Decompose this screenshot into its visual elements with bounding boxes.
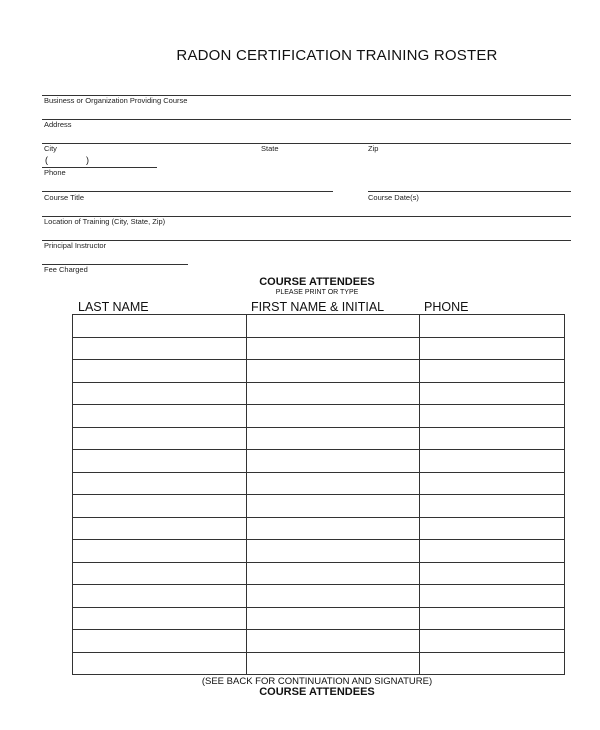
last-name-cell[interactable] xyxy=(73,427,247,450)
phone-cell[interactable] xyxy=(420,652,565,675)
attendee-row xyxy=(73,472,565,495)
phone-cell[interactable] xyxy=(420,472,565,495)
phone-cell[interactable] xyxy=(420,315,565,338)
address-line[interactable] xyxy=(42,119,571,120)
first-name-cell[interactable] xyxy=(247,315,420,338)
course-dates-line[interactable] xyxy=(368,191,571,192)
last-name-cell[interactable] xyxy=(73,562,247,585)
last-name-cell[interactable] xyxy=(73,405,247,428)
phone-cell[interactable] xyxy=(420,495,565,518)
last-name-cell[interactable] xyxy=(73,495,247,518)
address-label: Address xyxy=(44,120,72,129)
phone-cell[interactable] xyxy=(420,630,565,653)
attendee-row xyxy=(73,450,565,473)
attendee-row xyxy=(73,382,565,405)
last-name-cell[interactable] xyxy=(73,607,247,630)
footer-heading: COURSE ATTENDEES xyxy=(259,686,375,698)
last-name-cell[interactable] xyxy=(73,315,247,338)
form-title: RADON CERTIFICATION TRAINING ROSTER xyxy=(176,47,498,64)
phone-cell[interactable] xyxy=(420,562,565,585)
fee-label: Fee Charged xyxy=(44,265,88,274)
col-phone: PHONE xyxy=(424,300,469,314)
last-name-cell[interactable] xyxy=(73,517,247,540)
attendee-row xyxy=(73,652,565,675)
phone-cell[interactable] xyxy=(420,337,565,360)
phone-cell[interactable] xyxy=(420,450,565,473)
phone-cell[interactable] xyxy=(420,382,565,405)
attendee-row xyxy=(73,360,565,383)
first-name-cell[interactable] xyxy=(247,405,420,428)
first-name-cell[interactable] xyxy=(247,450,420,473)
first-name-cell[interactable] xyxy=(247,585,420,608)
attendee-row xyxy=(73,607,565,630)
instructor-label: Principal Instructor xyxy=(44,241,107,250)
state-label: State xyxy=(261,144,279,153)
city-label: City xyxy=(44,144,57,153)
phone-cell[interactable] xyxy=(420,427,565,450)
last-name-cell[interactable] xyxy=(73,585,247,608)
last-name-cell[interactable] xyxy=(73,630,247,653)
attendee-row xyxy=(73,585,565,608)
phone-cell[interactable] xyxy=(420,360,565,383)
course-title-line[interactable] xyxy=(42,191,333,192)
zip-label: Zip xyxy=(368,144,379,153)
last-name-cell[interactable] xyxy=(73,337,247,360)
attendee-row xyxy=(73,562,565,585)
instructor-line[interactable] xyxy=(42,240,571,241)
first-name-cell[interactable] xyxy=(247,540,420,563)
phone-cell[interactable] xyxy=(420,517,565,540)
location-label: Location of Training (City, State, Zip) xyxy=(44,217,166,226)
last-name-cell[interactable] xyxy=(73,450,247,473)
last-name-cell[interactable] xyxy=(73,540,247,563)
attendee-row xyxy=(73,337,565,360)
first-name-cell[interactable] xyxy=(247,495,420,518)
continuation-note: (SEE BACK FOR CONTINUATION AND SIGNATURE) xyxy=(201,676,433,687)
first-name-cell[interactable] xyxy=(247,517,420,540)
phone-cell[interactable] xyxy=(420,607,565,630)
attendees-subheading: PLEASE PRINT OR TYPE xyxy=(275,289,359,296)
attendee-row xyxy=(73,540,565,563)
first-name-cell[interactable] xyxy=(247,630,420,653)
attendee-row xyxy=(73,427,565,450)
attendee-row xyxy=(73,495,565,518)
course-dates-label: Course Date(s) xyxy=(368,193,419,202)
first-name-cell[interactable] xyxy=(247,607,420,630)
last-name-cell[interactable] xyxy=(73,652,247,675)
col-last-name: LAST NAME xyxy=(78,300,149,314)
first-name-cell[interactable] xyxy=(247,652,420,675)
attendee-row xyxy=(73,517,565,540)
last-name-cell[interactable] xyxy=(73,472,247,495)
city-state-zip-line[interactable] xyxy=(42,143,571,144)
last-name-cell[interactable] xyxy=(73,382,247,405)
attendees-heading: COURSE ATTENDEES xyxy=(259,276,375,288)
first-name-cell[interactable] xyxy=(247,360,420,383)
col-first-name: FIRST NAME & INITIAL xyxy=(251,300,385,314)
phone-cell[interactable] xyxy=(420,585,565,608)
first-name-cell[interactable] xyxy=(247,562,420,585)
attendee-table-body xyxy=(73,315,565,675)
phone-cell[interactable] xyxy=(420,405,565,428)
first-name-cell[interactable] xyxy=(247,427,420,450)
phone-area-open: ( xyxy=(45,155,48,165)
phone-cell[interactable] xyxy=(420,540,565,563)
phone-label: Phone xyxy=(44,168,66,177)
phone-area-close: ) xyxy=(86,155,89,165)
course-title-label: Course Title xyxy=(44,193,85,202)
last-name-cell[interactable] xyxy=(73,360,247,383)
first-name-cell[interactable] xyxy=(247,472,420,495)
first-name-cell[interactable] xyxy=(247,382,420,405)
attendee-row xyxy=(73,315,565,338)
attendee-row xyxy=(73,630,565,653)
attendee-row xyxy=(73,405,565,428)
first-name-cell[interactable] xyxy=(247,337,420,360)
business-label: Business or Organization Providing Course xyxy=(44,96,188,105)
attendee-table xyxy=(72,314,565,675)
